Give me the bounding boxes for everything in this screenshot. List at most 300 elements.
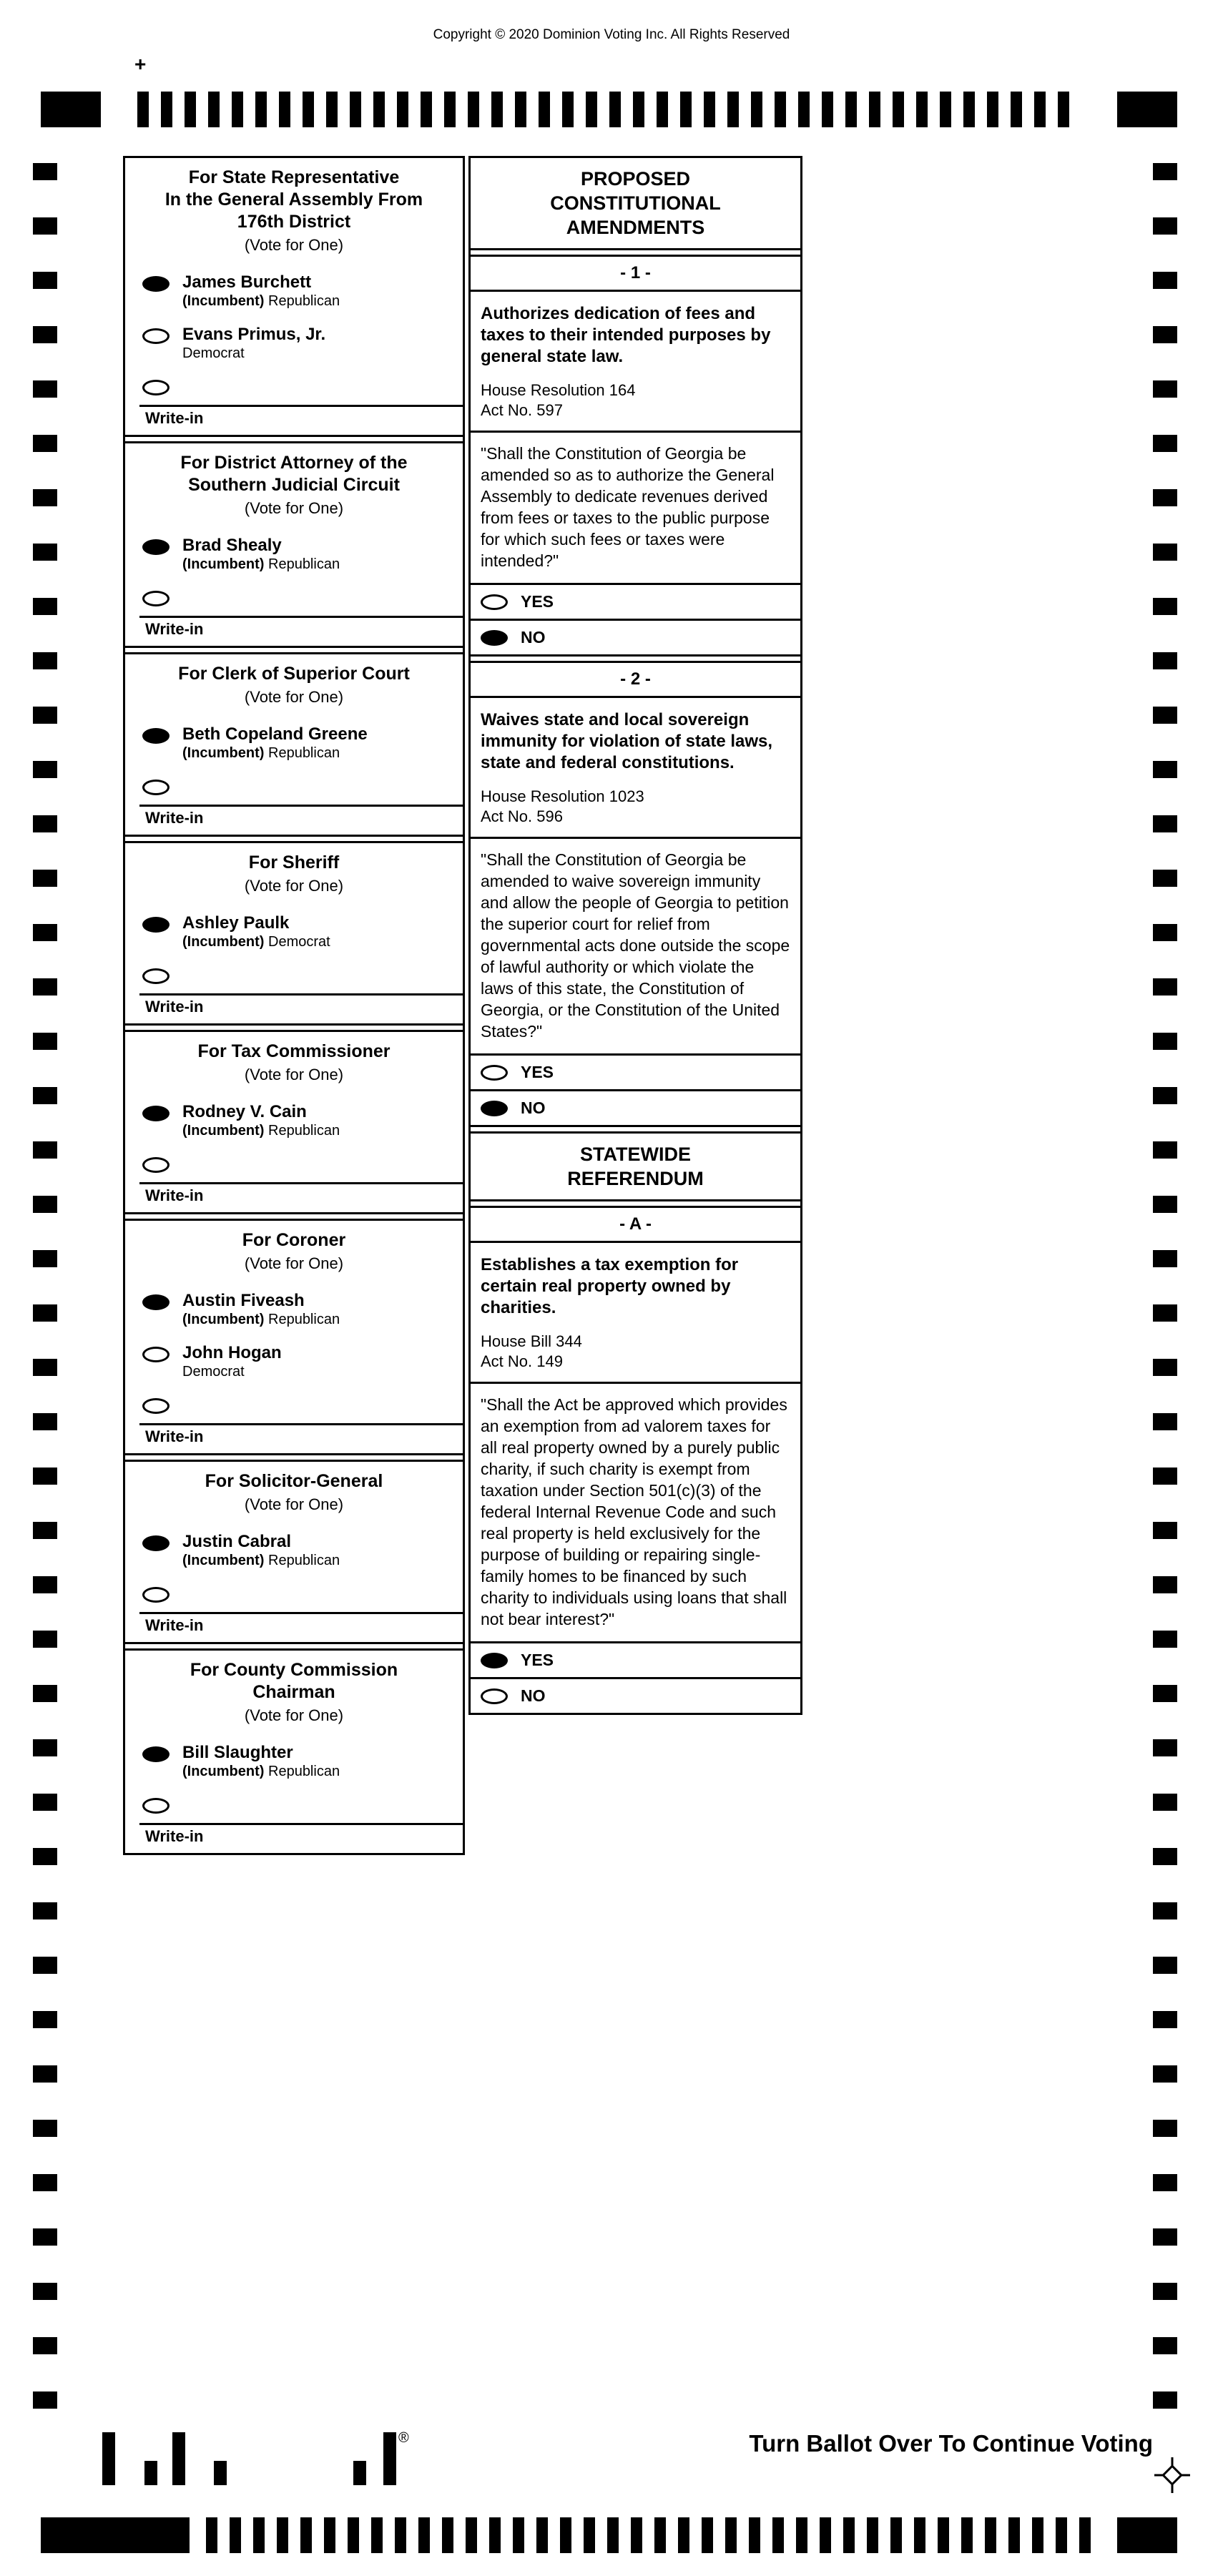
timing-mark [1153, 1576, 1177, 1593]
write-in-oval[interactable] [142, 968, 170, 984]
timing-mark [536, 2517, 548, 2553]
contest-section [125, 652, 463, 837]
write-in-oval[interactable] [142, 380, 170, 395]
ballot-id-bar [353, 2461, 366, 2485]
timing-mark [586, 92, 597, 127]
timing-mark [607, 2517, 619, 2553]
timing-mark [1011, 92, 1022, 127]
contest-title-line: For County Commission [190, 1660, 398, 1680]
candidate-detail [182, 1763, 340, 1781]
timing-mark [749, 2517, 760, 2553]
contest-title-line: For District Attorney of the [180, 453, 408, 473]
candidate-info [182, 1343, 282, 1381]
candidate-oval-filled[interactable] [142, 1294, 170, 1310]
incumbent-label: (Incumbent) [182, 293, 265, 309]
timing-mark [33, 1631, 57, 1648]
timing-mark [33, 435, 57, 452]
timing-mark [1153, 815, 1177, 832]
timing-mark [1153, 544, 1177, 561]
candidate-row [125, 1525, 463, 1577]
measures-header [471, 1131, 800, 1201]
timing-mark [1153, 326, 1177, 343]
candidate-oval-empty[interactable] [142, 328, 170, 344]
timing-mark [1153, 272, 1177, 289]
write-in-oval-row [125, 1147, 463, 1182]
candidate-name: James Burchett [182, 272, 312, 292]
no-oval-empty[interactable] [481, 1688, 508, 1704]
timing-mark [727, 92, 739, 127]
timing-mark [33, 326, 57, 343]
act-reference [481, 1332, 790, 1372]
timing-mark [33, 978, 57, 996]
question-number: - 1 - [471, 257, 800, 292]
candidate-row [125, 1336, 463, 1388]
timing-mark [1153, 1848, 1177, 1865]
vote-for-instruction: (Vote for One) [244, 1706, 344, 1724]
candidate-name: Evans Primus, Jr. [182, 325, 326, 344]
candidate-oval-filled[interactable] [142, 276, 170, 292]
contest-section [125, 1030, 463, 1214]
timing-mark [442, 2517, 453, 2553]
vote-for-instruction: (Vote for One) [244, 877, 344, 895]
option-label: YES [521, 1063, 554, 1081]
timing-mark [421, 92, 432, 127]
timing-mark [1153, 489, 1177, 506]
timing-mark-corner [41, 2517, 190, 2553]
candidate-info [182, 1102, 340, 1140]
timing-mark [303, 92, 314, 127]
contest-title-line: For Sheriff [248, 852, 340, 872]
question-summary: Establishes a tax exemption for certain real property owned by charities. [481, 1255, 739, 1317]
timing-mark [633, 92, 644, 127]
candidate-detail [182, 1311, 340, 1329]
candidate-name: Justin Cabral [182, 1532, 292, 1551]
contests-column [123, 156, 465, 1855]
vote-for-instruction: (Vote for One) [244, 236, 344, 254]
act-reference-line: Act No. 149 [481, 1352, 563, 1370]
write-in-oval-row [125, 958, 463, 993]
timing-mark [33, 1957, 57, 1974]
timing-mark [33, 2228, 57, 2246]
write-in-label: Write-in [145, 809, 204, 827]
contest-header [125, 1651, 463, 1736]
candidate-info [182, 272, 340, 310]
write-in-label: Write-in [145, 620, 204, 638]
measures-column [468, 156, 802, 1715]
candidate-name: Rodney V. Cain [182, 1102, 307, 1121]
candidate-row [125, 529, 463, 581]
timing-mark [1153, 2283, 1177, 2300]
timing-mark [33, 2174, 57, 2191]
turn-ballot-over-text: Turn Ballot Over To Continue Voting [749, 2430, 1153, 2457]
timing-mark [1153, 1413, 1177, 1430]
question-text: "Shall the Act be approved which provides an exemption from ad valorem taxes for all real property owned by a purely public charity, if such charity is exempt from taxation under Section 501(c)(3) of the federal Internal Revenue Code and such real property is held exclusively for the purpose of building or repairing single-family homes to be financed by such charity to individuals using loans that shall not bear interest?" [471, 1384, 800, 1643]
timing-mark [33, 1902, 57, 1919]
timing-mark [1153, 1196, 1177, 1213]
timing-mark [702, 2517, 713, 2553]
contest-title-line: For Solicitor-General [205, 1471, 383, 1491]
timing-mark [1153, 2011, 1177, 2028]
candidate-name: John Hogan [182, 1343, 282, 1362]
timing-mark [940, 92, 951, 127]
timing-mark [1153, 2120, 1177, 2137]
timing-mark [255, 92, 267, 127]
option-label: NO [521, 628, 546, 647]
timing-mark [843, 2517, 855, 2553]
right-timing-marks [1153, 163, 1177, 2446]
question-text: "Shall the Constitution of Georgia be amended so as to authorize the General Assembly to dedicate revenues derived from fees or taxes to the public purpose for which such fees or taxes were intended?" [471, 433, 800, 585]
timing-mark [704, 92, 715, 127]
write-in-oval[interactable] [142, 1798, 170, 1814]
timing-mark [230, 2517, 241, 2553]
timing-mark [1153, 652, 1177, 669]
candidate-oval-filled[interactable] [142, 1106, 170, 1121]
contest-header [125, 1462, 463, 1525]
contest-header [125, 843, 463, 906]
write-in-label: Write-in [145, 1186, 204, 1204]
write-in-oval[interactable] [142, 1398, 170, 1414]
timing-mark [678, 2517, 689, 2553]
candidate-info [182, 536, 340, 574]
timing-mark [373, 92, 385, 127]
timing-mark-corner [1117, 2517, 1177, 2553]
yes-oval-empty[interactable] [481, 594, 508, 610]
timing-mark [33, 217, 57, 235]
timing-mark [33, 1794, 57, 1811]
contest-header [125, 1221, 463, 1284]
timing-mark [914, 2517, 925, 2553]
candidate-oval-filled[interactable] [142, 728, 170, 744]
contest-title-line: Southern Judicial Circuit [188, 475, 400, 495]
timing-mark [33, 2011, 57, 2028]
option-row-no [471, 621, 800, 654]
timing-mark [33, 1848, 57, 1865]
timing-mark [33, 1522, 57, 1539]
timing-mark [418, 2517, 430, 2553]
timing-mark [985, 2517, 996, 2553]
timing-mark [33, 2065, 57, 2083]
write-in-label: Write-in [145, 998, 204, 1016]
party-label: Republican [268, 556, 340, 572]
act-reference-line: House Resolution 164 [481, 381, 636, 399]
contest-title-line: For Coroner [242, 1230, 346, 1250]
candidate-row [125, 1736, 463, 1788]
timing-mark [468, 92, 479, 127]
contest-section [125, 841, 463, 1026]
party-label: Republican [268, 745, 340, 761]
contest-header [125, 654, 463, 717]
timing-mark [1153, 1468, 1177, 1485]
write-in-oval[interactable] [142, 591, 170, 606]
question-summary-block [471, 292, 800, 433]
timing-mark [33, 1250, 57, 1267]
write-in-label: Write-in [145, 409, 204, 427]
candidate-info [182, 1532, 340, 1570]
contest-title-line: 176th District [237, 212, 351, 232]
timing-mark [348, 2517, 359, 2553]
timing-mark [326, 92, 338, 127]
timing-mark [798, 92, 810, 127]
contest-section [125, 1219, 463, 1455]
question-number: - A - [471, 1208, 800, 1243]
vote-for-instruction: (Vote for One) [244, 499, 344, 517]
write-in-oval[interactable] [142, 1157, 170, 1173]
write-in-label: Write-in [145, 1427, 204, 1445]
measures-header [471, 156, 800, 250]
candidate-row [125, 906, 463, 958]
contest-title-line: For Clerk of Superior Court [178, 664, 410, 684]
contest-header [125, 158, 463, 265]
timing-mark [33, 544, 57, 561]
option-row-yes [471, 1643, 800, 1679]
timing-mark [1153, 2337, 1177, 2354]
write-in-oval[interactable] [142, 1587, 170, 1603]
timing-mark [395, 2517, 406, 2553]
write-in-oval-row [125, 770, 463, 805]
candidate-info [182, 1291, 340, 1329]
candidate-detail [182, 345, 325, 363]
measures-header-line: PROPOSED [580, 168, 691, 190]
timing-mark [515, 92, 526, 127]
timing-mark [1153, 2391, 1177, 2409]
party-label: Republican [268, 1123, 340, 1139]
vote-for-instruction: (Vote for One) [244, 1066, 344, 1083]
timing-mark-corner [41, 92, 101, 127]
timing-mark [772, 2517, 784, 2553]
party-label: Republican [268, 293, 340, 309]
timing-mark [33, 707, 57, 724]
bottom-timing-marks [206, 2517, 1091, 2553]
timing-mark [1153, 598, 1177, 615]
vote-for-instruction: (Vote for One) [244, 1254, 344, 1272]
candidate-info [182, 724, 368, 762]
timing-mark [489, 2517, 501, 2553]
timing-mark [33, 1739, 57, 1756]
timing-mark [33, 1359, 57, 1376]
left-timing-marks [33, 163, 57, 2446]
timing-mark [232, 92, 243, 127]
no-oval-filled[interactable] [481, 1101, 508, 1116]
timing-mark [963, 92, 975, 127]
timing-mark [1153, 1087, 1177, 1104]
act-reference-line: Act No. 597 [481, 401, 563, 419]
party-label: Democrat [268, 934, 330, 950]
candidate-name: Bill Slaughter [182, 1743, 293, 1762]
candidate-name: Ashley Paulk [182, 913, 290, 933]
timing-mark [33, 1685, 57, 1702]
party-label: Democrat [182, 345, 245, 361]
candidate-oval-filled[interactable] [142, 917, 170, 933]
timing-mark [350, 92, 361, 127]
write-in-oval-row [125, 581, 463, 616]
candidate-oval-filled[interactable] [142, 1746, 170, 1762]
timing-mark [33, 2391, 57, 2409]
timing-mark [796, 2517, 807, 2553]
contest-header [125, 443, 463, 529]
timing-mark [1153, 1902, 1177, 1919]
option-label: YES [521, 1651, 554, 1669]
timing-mark [1153, 1250, 1177, 1267]
question-number: - 2 - [471, 663, 800, 698]
timing-mark [371, 2517, 383, 2553]
timing-mark [33, 598, 57, 615]
candidate-info [182, 913, 330, 951]
contest-title-line: For Tax Commissioner [197, 1041, 391, 1061]
measures-header-line: STATEWIDE [580, 1144, 691, 1165]
timing-mark [33, 1413, 57, 1430]
write-in-oval-row [125, 1388, 463, 1423]
measures-header-line: REFERENDUM [567, 1168, 704, 1189]
candidate-detail [182, 1363, 282, 1381]
timing-mark [33, 163, 57, 180]
incumbent-label: (Incumbent) [182, 1123, 265, 1139]
timing-mark [206, 2517, 217, 2553]
timing-mark [1153, 1359, 1177, 1376]
write-in-oval-row [125, 370, 463, 405]
timing-mark [33, 489, 57, 506]
timing-mark [277, 2517, 288, 2553]
question-summary-block [471, 698, 800, 839]
timing-mark [562, 92, 574, 127]
timing-mark [1153, 761, 1177, 778]
timing-mark [1058, 92, 1069, 127]
timing-mark [33, 2120, 57, 2137]
timing-mark [631, 2517, 642, 2553]
party-label: Democrat [182, 1364, 245, 1380]
timing-mark [584, 2517, 595, 2553]
question-summary-block [471, 1243, 800, 1384]
timing-mark [208, 92, 220, 127]
timing-mark [1034, 92, 1046, 127]
incumbent-label: (Incumbent) [182, 1764, 265, 1779]
timing-mark [1153, 924, 1177, 941]
timing-mark [560, 2517, 571, 2553]
contest-title-line: In the General Assembly From [164, 190, 423, 210]
vote-for-instruction: (Vote for One) [244, 688, 344, 706]
party-label: Republican [268, 1764, 340, 1779]
timing-mark [1153, 1304, 1177, 1322]
candidate-row [125, 318, 463, 370]
timing-mark [33, 1576, 57, 1593]
option-row-yes [471, 585, 800, 621]
contest-title-line: For State Representative [188, 167, 400, 187]
timing-mark [845, 92, 857, 127]
timing-mark [513, 2517, 524, 2553]
incumbent-label: (Incumbent) [182, 934, 265, 950]
contest-section [125, 1648, 463, 1855]
party-label: Republican [268, 1312, 340, 1327]
write-in-label: Write-in [145, 1616, 204, 1634]
timing-mark [491, 92, 503, 127]
ballot-question [471, 255, 800, 657]
timing-mark [657, 92, 668, 127]
timing-mark [33, 1304, 57, 1322]
timing-mark [185, 92, 196, 127]
timing-mark [869, 92, 880, 127]
timing-mark [1153, 870, 1177, 887]
timing-mark [893, 92, 904, 127]
timing-mark [33, 1033, 57, 1050]
write-in-label: Write-in [145, 1827, 204, 1845]
timing-mark [1079, 2517, 1091, 2553]
candidate-oval-filled[interactable] [142, 1535, 170, 1551]
timing-mark [33, 380, 57, 398]
incumbent-label: (Incumbent) [182, 1312, 265, 1327]
candidate-name: Brad Shealy [182, 536, 282, 555]
timing-mark [725, 2517, 737, 2553]
timing-mark-corner [1117, 92, 1177, 127]
ballot-id-bar [144, 2461, 157, 2485]
timing-mark [33, 870, 57, 887]
timing-mark [1153, 163, 1177, 180]
timing-mark [33, 761, 57, 778]
timing-mark [938, 2517, 949, 2553]
ballot-question [471, 1206, 800, 1715]
timing-mark [820, 2517, 831, 2553]
timing-mark [1153, 2174, 1177, 2191]
timing-mark [822, 92, 833, 127]
no-oval-filled[interactable] [481, 630, 508, 646]
incumbent-label: (Incumbent) [182, 745, 265, 761]
vote-for-instruction: (Vote for One) [244, 1495, 344, 1513]
option-label: YES [521, 592, 554, 611]
contest-title-line: Chairman [252, 1682, 335, 1702]
measures-header-line: AMENDMENTS [566, 217, 705, 238]
timing-mark [751, 92, 762, 127]
timing-mark [33, 272, 57, 289]
timing-mark [1032, 2517, 1043, 2553]
option-row-no [471, 1091, 800, 1125]
timing-mark [279, 92, 290, 127]
timing-mark [300, 2517, 312, 2553]
timing-mark [1153, 380, 1177, 398]
contest-section [125, 156, 463, 437]
timing-mark [1153, 1631, 1177, 1648]
timing-mark [161, 92, 172, 127]
candidate-info [182, 325, 325, 363]
timing-mark [680, 92, 692, 127]
timing-mark [1153, 435, 1177, 452]
candidate-detail [182, 744, 368, 762]
timing-mark [1153, 1141, 1177, 1159]
timing-mark [1008, 2517, 1020, 2553]
option-row-yes [471, 1056, 800, 1091]
write-in-oval[interactable] [142, 780, 170, 795]
timing-mark [1153, 2228, 1177, 2246]
timing-mark [444, 92, 456, 127]
write-in-oval-row [125, 1577, 463, 1612]
candidate-row [125, 1095, 463, 1147]
yes-oval-filled[interactable] [481, 1653, 508, 1668]
timing-mark [397, 92, 408, 127]
candidate-oval-filled[interactable] [142, 539, 170, 555]
candidate-oval-empty[interactable] [142, 1347, 170, 1362]
alignment-plus-mark: + [134, 53, 147, 75]
timing-mark [33, 1468, 57, 1485]
timing-mark [1153, 1033, 1177, 1050]
timing-mark [1153, 1794, 1177, 1811]
timing-mark [867, 2517, 878, 2553]
yes-oval-empty[interactable] [481, 1065, 508, 1081]
act-reference [481, 787, 790, 827]
timing-mark [33, 2337, 57, 2354]
candidate-row [125, 265, 463, 318]
candidate-detail [182, 556, 340, 574]
timing-mark [137, 92, 149, 127]
candidate-detail [182, 1552, 340, 1570]
candidate-name: Beth Copeland Greene [182, 724, 368, 744]
contest-header [125, 1032, 463, 1095]
